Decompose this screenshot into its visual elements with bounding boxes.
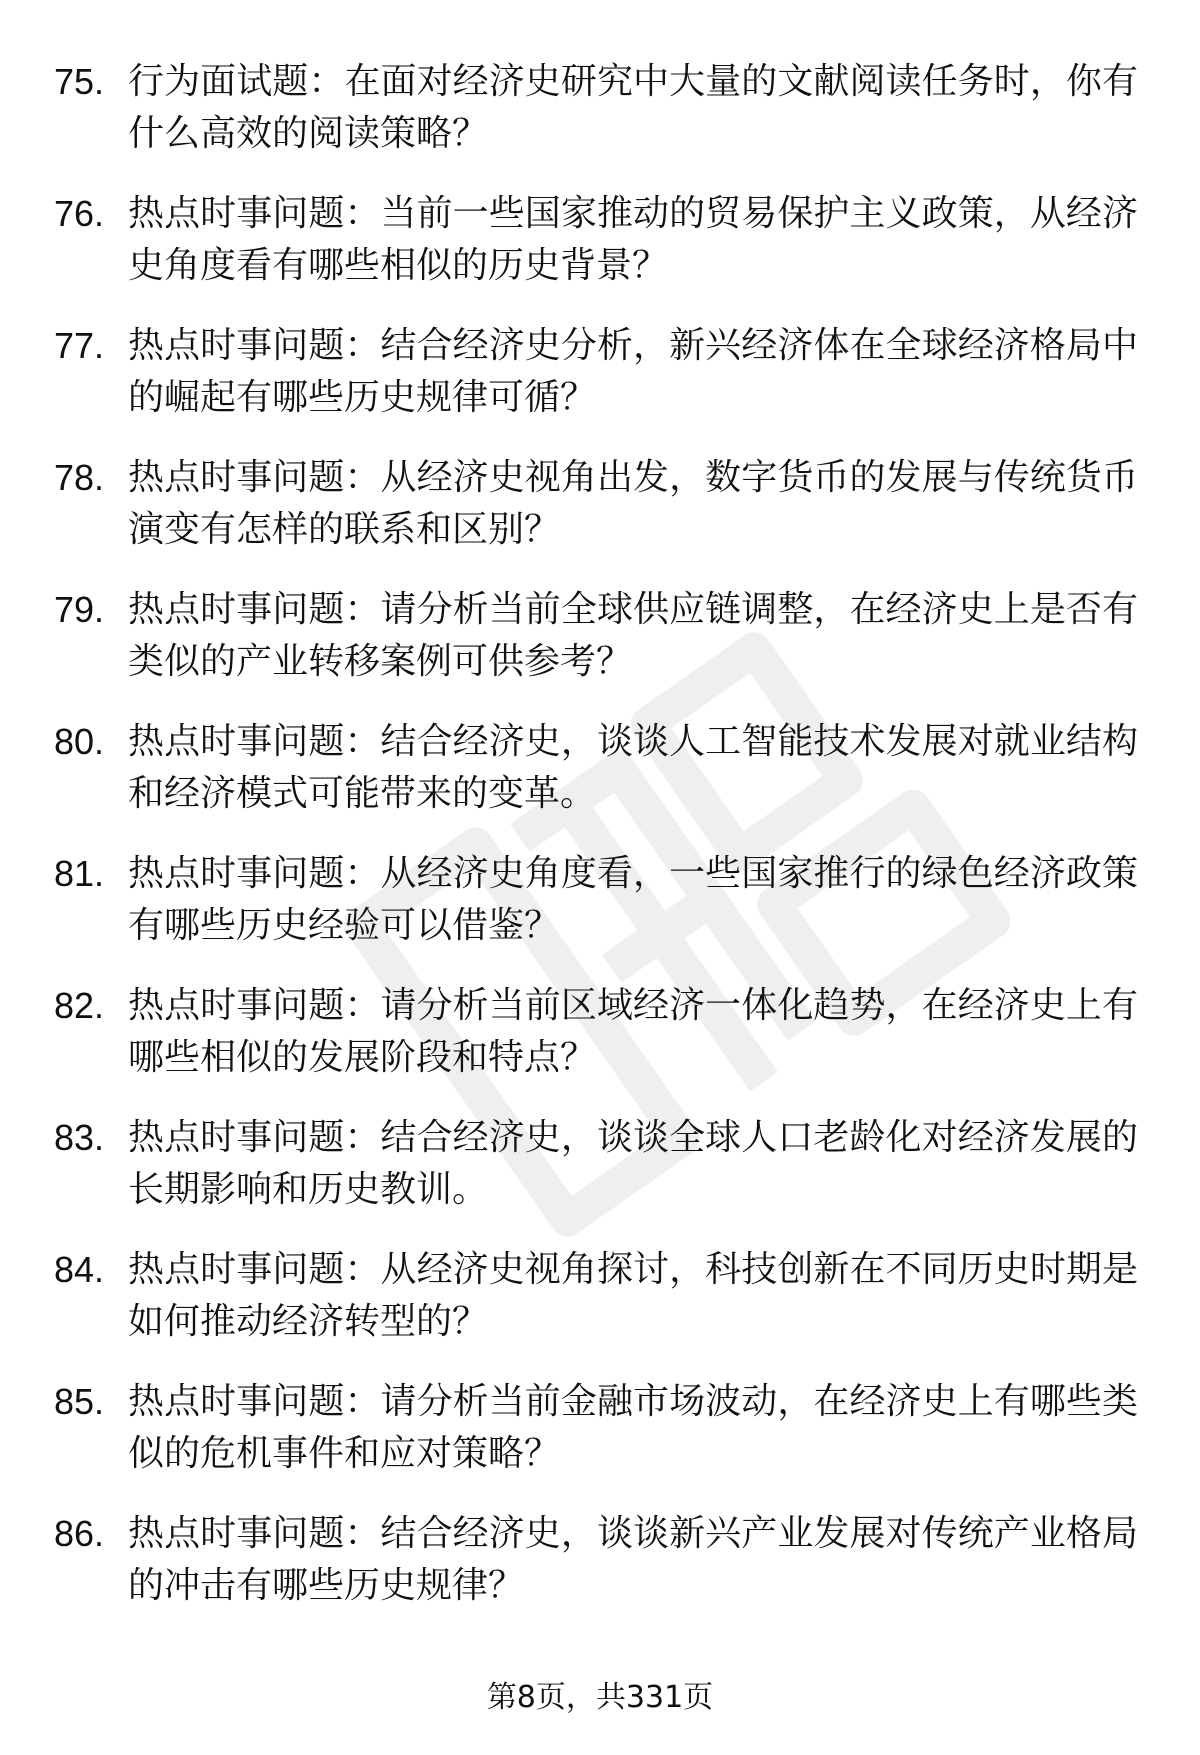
question-number: 86. [54,1513,105,1554]
list-item [0,452,1200,584]
question-number: 75. [54,61,105,102]
list-item [0,1112,1200,1244]
question-number: 77. [54,325,105,366]
list-item [0,584,1200,716]
question-number: 83. [54,1117,105,1158]
question-number: 80. [54,721,105,762]
page-footer: 第8页，共331页 [486,1680,714,1715]
list-item [0,1244,1200,1376]
question-number: 84. [54,1249,105,1290]
list-item [0,1508,1200,1640]
question-text: 热点时事问题：从经济史视角探讨，科技创新在不同历史时期是如何推动经济转型的？ [128,1249,1138,1342]
question-number: 78. [54,457,105,498]
question-text: 热点时事问题：当前一些国家推动的贸易保护主义政策，从经济史角度看有哪些相似的历史背景？ [128,193,1138,286]
question-number: 81. [54,853,105,894]
question-number: 82. [54,985,105,1026]
list-item [0,320,1200,452]
question-list [0,56,1200,1640]
list-item [0,56,1200,188]
question-text: 热点时事问题：结合经济史分析，新兴经济体在全球经济格局中的崛起有哪些历史规律可循？ [128,325,1138,418]
question-text: 热点时事问题：结合经济史，谈谈人工智能技术发展对就业结构和经济模式可能带来的变革。 [128,721,1138,814]
question-text: 热点时事问题：从经济史视角出发，数字货币的发展与传统货币演变有怎样的联系和区别？ [128,457,1138,550]
list-item [0,848,1200,980]
question-text: 热点时事问题：从经济史角度看，一些国家推行的绿色经济政策有哪些历史经验可以借鉴？ [128,853,1138,946]
question-text: 热点时事问题：请分析当前金融市场波动，在经济史上有哪些类似的危机事件和应对策略？ [128,1381,1138,1474]
list-item [0,980,1200,1112]
question-text: 热点时事问题：请分析当前区域经济一体化趋势，在经济史上有哪些相似的发展阶段和特点？ [128,985,1138,1078]
question-number: 76. [54,193,105,234]
list-item [0,188,1200,320]
list-item [0,1376,1200,1508]
list-item [0,716,1200,848]
question-text: 行为面试题：在面对经济史研究中大量的文献阅读任务时，你有什么高效的阅读策略？ [128,61,1138,154]
question-text: 热点时事问题：结合经济史，谈谈全球人口老龄化对经济发展的长期影响和历史教训。 [128,1117,1138,1210]
question-text: 热点时事问题：结合经济史，谈谈新兴产业发展对传统产业格局的冲击有哪些历史规律？ [128,1513,1138,1606]
question-number: 85. [54,1381,105,1422]
question-text: 热点时事问题：请分析当前全球供应链调整，在经济史上是否有类似的产业转移案例可供参考？ [128,589,1138,682]
question-number: 79. [54,589,105,630]
